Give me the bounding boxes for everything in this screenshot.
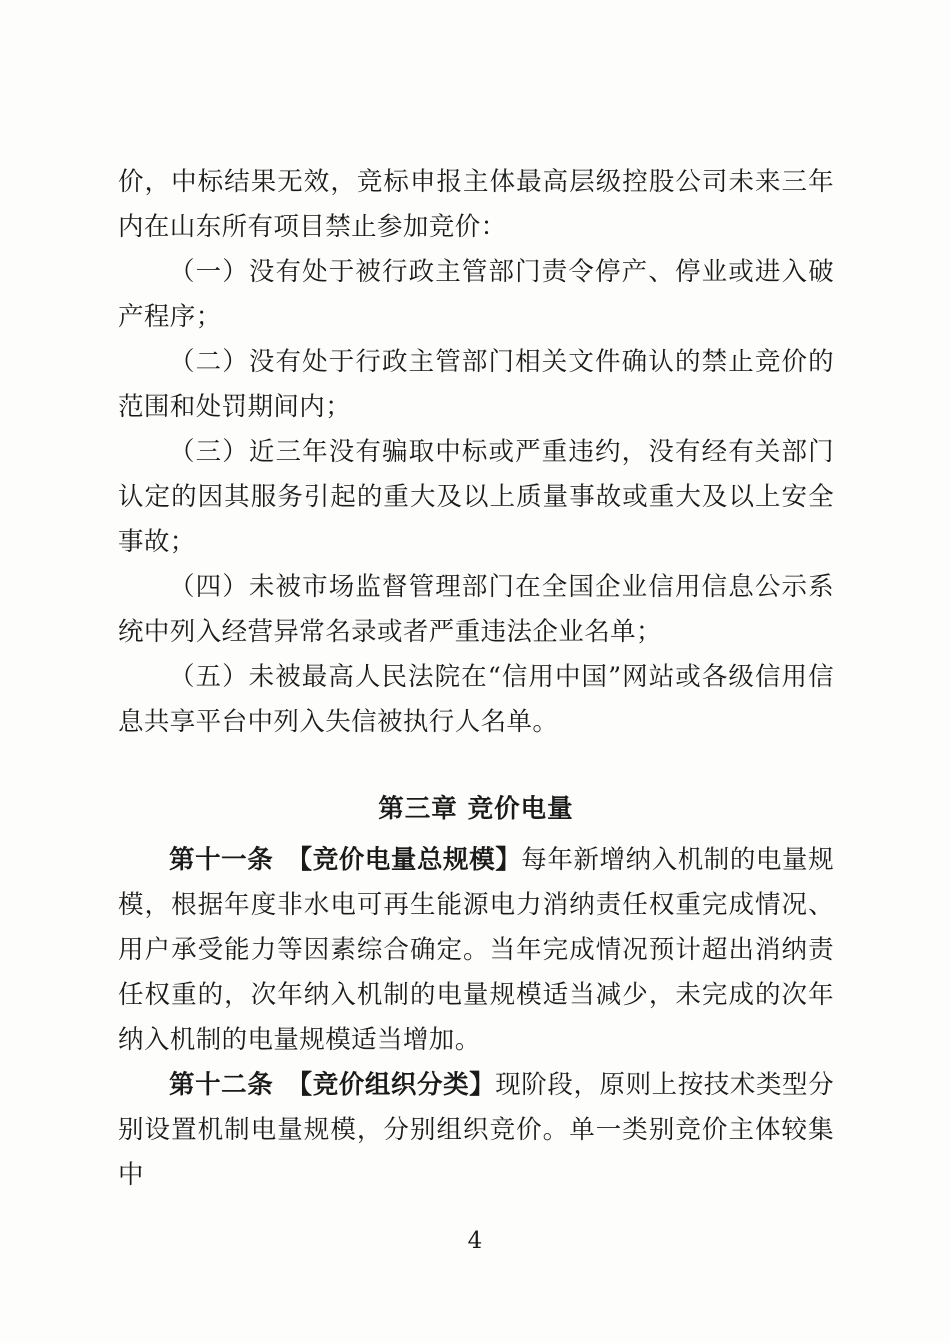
article-12-label: 第十二条 [169, 1070, 274, 1100]
paragraph-continuation: 价，中标结果无效，竞标申报主体最高层级控股公司未来三年内在山东所有项目禁止参加竞价： [118, 167, 834, 242]
list-item-3: （三）近三年没有骗取中标或严重违约，没有经有关部门认定的因其服务引起的重大及以上质量事故或重大及以上安全事故； [118, 437, 834, 557]
article-11-label: 第十一条 [169, 845, 274, 875]
page-number: 4 [467, 1228, 483, 1254]
spacer [118, 745, 834, 787]
list-item-1: （一）没有处于被行政主管部门责令停产、停业或进入破产程序； [118, 257, 834, 332]
article-11-body: 每年新增纳入机制的电量规模，根据年度非水电可再生能源电力消纳责任权重完成情况、用户承受能力等因素综合确定。当年完成情况预计超出消纳责任权重的，次年纳入机制的电量规模适当减少，未完成的次年纳入机制的电量规模适当增加。 [118, 845, 834, 1055]
list-item-2: （二）没有处于行政主管部门相关文件确认的禁止竞价的范围和处罚期间内； [118, 347, 834, 422]
article-11-title: 【竞价电量总规模】 [299, 845, 522, 875]
article-12-title: 【竞价组织分类】 [299, 1070, 496, 1100]
article-12-spacer [273, 1070, 299, 1100]
list-item-5: （五）未被最高人民法院在“信用中国”网站或各级信用信息共享平台中列入失信被执行人名单。 [118, 662, 834, 737]
article-12 [118, 1063, 834, 1198]
article-12-body: 现阶段，原则上按技术类型分别设置机制电量规模，分别组织竞价。单一类别竞价主体较集中 [118, 1070, 834, 1190]
chapter-heading: 第三章 竞价电量 [378, 794, 574, 824]
list-item-4: （四）未被市场监督管理部门在全国企业信用信息公示系统中列入经营异常名录或者严重违法企业名单； [118, 572, 834, 647]
article-11 [118, 838, 834, 1063]
article-11-spacer [273, 845, 299, 875]
document-body [118, 160, 834, 1198]
